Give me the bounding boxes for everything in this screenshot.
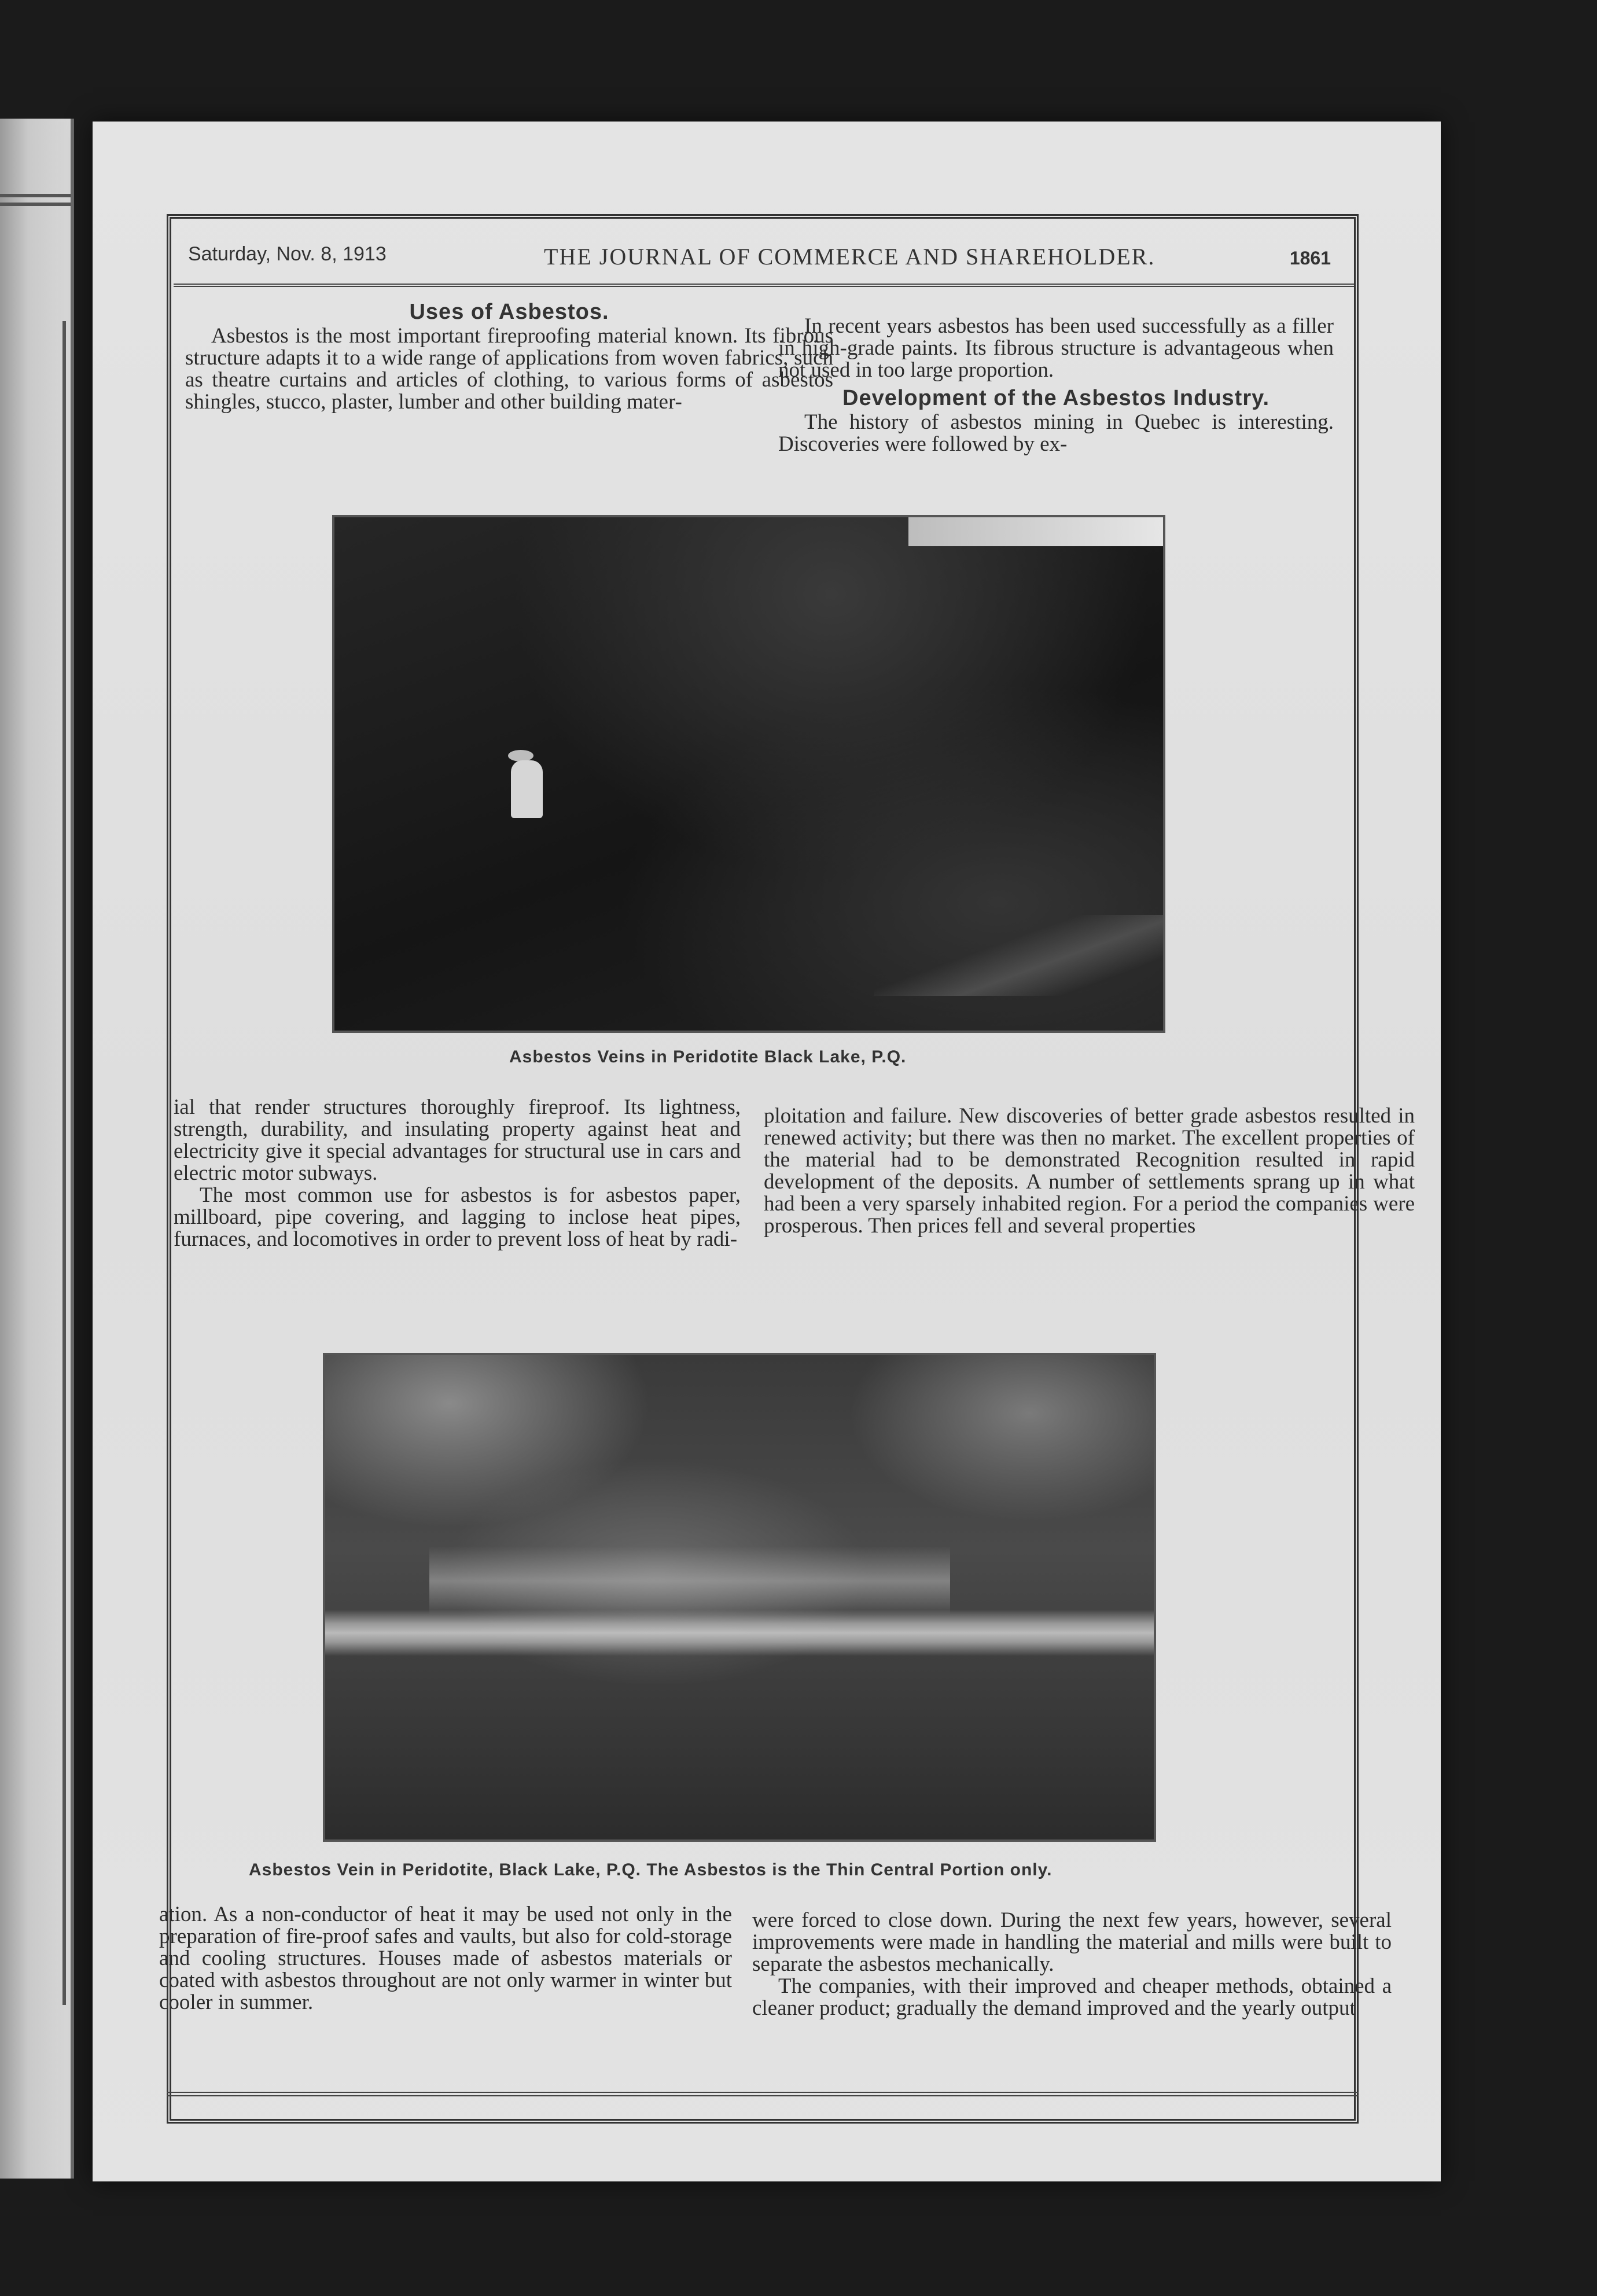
running-header xyxy=(174,243,1354,278)
paragraph: ation. As a non-conductor of heat it may be used not only in the preparation of fire-proof safes and vaults, but also for cold-storage and cooling structures. Houses made of asbestos materials or coated with asbestos throughout are not only warmer in winter but cooler in summer. xyxy=(159,1903,732,2014)
photo1-caption: Asbestos Veins in Peridotite Black Lake, P.Q. xyxy=(509,1047,907,1066)
column-bottom-left xyxy=(159,1904,732,2014)
column-mid-right xyxy=(764,1105,1415,1237)
column-bottom-right xyxy=(752,1909,1392,2019)
photo-rock-band xyxy=(429,1546,950,1616)
photo-asbestos-veins xyxy=(332,515,1165,1033)
footer-rule xyxy=(167,2092,1359,2096)
paragraph: The companies, with their improved and cheaper methods, obtained a cleaner product; gradually the demand improved and the yearly output xyxy=(752,1974,1392,2020)
adjacent-page-column-rule xyxy=(62,321,66,2005)
paragraph: were forced to close down. During the next few years, however, several improvements were made in handling the material and mills were built to separate the asbestos mechanically. xyxy=(752,1908,1392,1976)
paragraph: ploitation and failure. New discoveries of better grade asbestos resulted in renewed activity; but there was then no market. The excellent properties of the material had to be demonstrated Recognition resulted in rapid development of the deposits. A number of settlements sprang up in what had been a very sparsely inhabited region. For a period the companies were prosperous. Then prices fell and several properties xyxy=(764,1104,1415,1238)
photo2-caption: Asbestos Vein in Peridotite, Black Lake, P.Q. The Asbestos is the Thin Central Portion only. xyxy=(249,1860,1053,1879)
column-top-right xyxy=(778,315,1334,455)
paragraph: ial that render structures thoroughly fireproof. Its lightness, strength, durability, and insulating property against heat and electricity give it special advantages for structural use in cars and electric motor subways. xyxy=(174,1095,741,1185)
photo-sky xyxy=(908,517,1163,546)
photo-asbestos-vein xyxy=(323,1353,1156,1842)
section-heading-development: Development of the Asbestos Industry. xyxy=(842,386,1269,410)
issue-date: Saturday, Nov. 8, 1913 xyxy=(188,243,387,265)
photo-central-vein xyxy=(325,1610,1154,1656)
page-number: 1861 xyxy=(1289,248,1331,268)
photo-person-hat xyxy=(508,750,533,761)
journal-title: THE JOURNAL OF COMMERCE AND SHAREHOLDER. xyxy=(544,244,1156,270)
column-top-left xyxy=(185,301,833,413)
paragraph: Asbestos is the most important fireproofing material known. Its fibrous structure adapts it to a wide range of applications from woven fabrics, such as theatre curtains and articles of clothing, to various forms of asbestos shingles, stucco, plaster, lumber and other building mater- xyxy=(185,324,833,414)
paragraph: The history of asbestos mining in Quebec is interesting. Discoveries were followed by ex- xyxy=(778,410,1334,456)
adjacent-page-edge xyxy=(0,119,74,2179)
paragraph: The most common use for asbestos is for asbestos paper, millboard, pipe covering, and lagging to inclose heat pipes, furnaces, and locomotives in order to prevent loss of heat by radi- xyxy=(174,1183,741,1251)
photo-rock-slope xyxy=(874,915,1163,996)
paragraph: In recent years asbestos has been used successfully as a filler in high-grade paints. Its fibrous structure is advantageous when not used in too large proportion. xyxy=(778,314,1334,382)
column-mid-left xyxy=(174,1097,741,1250)
section-heading-uses: Uses of Asbestos. xyxy=(409,300,609,324)
adjacent-page-rule xyxy=(0,203,71,206)
header-rule xyxy=(174,284,1354,287)
photo-person xyxy=(511,760,543,818)
adjacent-page-rule xyxy=(0,194,71,197)
page-content xyxy=(93,122,1441,2181)
